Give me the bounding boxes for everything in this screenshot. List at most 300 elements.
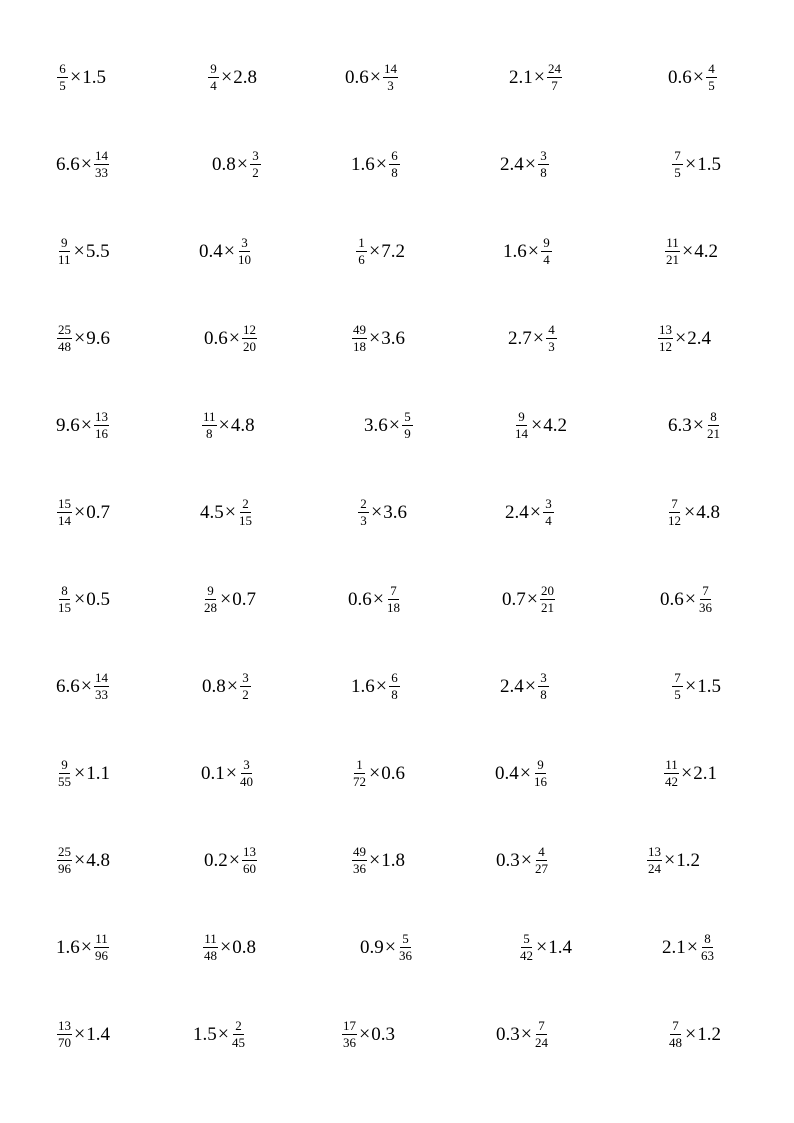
fraction-denominator: 4 [543, 251, 550, 267]
times-operator: × [536, 936, 548, 959]
multiplication-problem [56, 236, 110, 266]
decimal-number: 4.2 [694, 240, 719, 262]
times-operator: × [684, 588, 697, 611]
fraction-denominator: 5 [59, 77, 66, 93]
fraction [541, 236, 552, 266]
fraction-numerator: 12 [243, 322, 257, 337]
multiplication-problem [508, 323, 558, 353]
decimal-number: 2.8 [233, 66, 258, 88]
decimal-number: 0.3 [496, 849, 520, 871]
fraction [352, 845, 367, 875]
fraction-denominator: 96 [58, 860, 71, 876]
fraction-denominator: 8 [391, 686, 398, 702]
multiplication-problem [341, 1019, 395, 1049]
fraction [57, 236, 72, 266]
multiplication-problem [204, 323, 258, 353]
decimal-number: 1.5 [193, 1023, 217, 1045]
fraction-denominator: 42 [665, 773, 678, 789]
fraction [534, 1019, 549, 1049]
fraction-numerator: 11 [95, 931, 108, 946]
multiplication-problem [202, 671, 252, 701]
decimal-number: 4.5 [200, 501, 224, 523]
fraction [208, 62, 219, 92]
fraction-denominator: 40 [240, 773, 254, 789]
times-operator: × [359, 1023, 371, 1046]
decimal-number: 0.9 [360, 936, 384, 958]
multiplication-problem [360, 932, 414, 962]
fraction-denominator: 6 [358, 251, 365, 267]
fraction-numerator: 17 [343, 1018, 356, 1033]
decimal-number: 4.8 [230, 414, 255, 436]
fraction-numerator: 3 [538, 671, 549, 687]
fraction-numerator: 3 [240, 671, 251, 687]
multiplication-problem [56, 758, 110, 788]
times-operator: × [524, 675, 537, 698]
fraction [203, 932, 218, 962]
times-operator: × [682, 240, 694, 263]
multiplication-problem [207, 62, 257, 92]
multiplication-problem [657, 323, 711, 353]
decimal-number: 0.7 [232, 588, 257, 610]
fraction-denominator: 21 [707, 425, 721, 441]
fraction [352, 323, 367, 353]
multiplication-problem [56, 1019, 110, 1049]
fraction-numerator: 11 [203, 409, 216, 424]
fraction-denominator: 70 [58, 1034, 71, 1050]
fraction-numerator: 8 [708, 410, 719, 426]
fraction [389, 149, 400, 179]
times-operator: × [80, 936, 93, 959]
decimal-number: 1.6 [56, 936, 80, 958]
times-operator: × [681, 762, 693, 785]
fraction-denominator: 27 [535, 860, 549, 876]
multiplication-problem [668, 62, 718, 92]
decimal-number: 6.3 [668, 414, 692, 436]
decimal-number: 0.3 [496, 1023, 520, 1045]
fraction-numerator: 11 [204, 931, 217, 946]
fraction [665, 236, 680, 266]
decimal-number: 3.6 [381, 327, 406, 349]
multiplication-problem [56, 323, 110, 353]
decimal-number: 9.6 [56, 414, 80, 436]
fraction-numerator: 15 [58, 496, 71, 511]
decimal-number: 1.5 [82, 66, 107, 88]
fraction-denominator: 45 [232, 1034, 246, 1050]
fraction-denominator: 4 [545, 512, 552, 528]
fraction-numerator: 2 [233, 1019, 244, 1035]
fraction-denominator: 9 [404, 425, 411, 441]
times-operator: × [220, 588, 232, 611]
multiplication-problem [496, 1019, 550, 1049]
times-operator: × [520, 1023, 533, 1046]
times-operator: × [226, 675, 239, 698]
fraction-numerator: 7 [536, 1019, 547, 1035]
times-operator: × [685, 675, 697, 698]
fraction [57, 497, 72, 527]
fraction [94, 149, 109, 179]
times-operator: × [375, 675, 388, 698]
fraction-numerator: 24 [548, 61, 562, 76]
times-operator: × [369, 327, 381, 350]
decimal-number: 2.7 [508, 327, 532, 349]
fraction [700, 932, 715, 962]
times-operator: × [228, 849, 241, 872]
times-operator: × [529, 501, 542, 524]
multiplication-problem [202, 584, 256, 614]
multiplication-problem [668, 410, 722, 440]
decimal-number: 1.4 [548, 936, 573, 958]
fraction-denominator: 3 [360, 512, 367, 528]
fraction [231, 1019, 246, 1049]
decimal-number: 5.5 [85, 240, 110, 262]
fraction-numerator: 3 [538, 149, 549, 165]
decimal-number: 6.6 [56, 153, 80, 175]
fraction [533, 758, 548, 788]
times-operator: × [74, 762, 86, 785]
fraction-denominator: 36 [343, 1034, 356, 1050]
fraction [352, 758, 367, 788]
decimal-number: 4.2 [543, 414, 568, 436]
fraction [57, 758, 72, 788]
fraction-numerator: 11 [666, 235, 679, 250]
times-operator: × [533, 66, 546, 89]
decimal-number: 4.8 [86, 849, 111, 871]
decimal-number: 6.6 [56, 675, 80, 697]
times-operator: × [686, 936, 699, 959]
multiplication-problem [496, 845, 550, 875]
fraction [383, 62, 398, 92]
fraction-denominator: 33 [95, 164, 109, 180]
fraction-denominator: 48 [204, 947, 217, 963]
times-operator: × [80, 153, 93, 176]
times-operator: × [526, 588, 539, 611]
multiplication-problem [212, 149, 262, 179]
fraction [386, 584, 401, 614]
fraction-numerator: 7 [388, 584, 399, 600]
times-operator: × [223, 240, 236, 263]
decimal-number: 0.4 [495, 762, 519, 784]
fraction [672, 149, 683, 179]
times-operator: × [74, 588, 86, 611]
fraction [398, 932, 413, 962]
multiplication-problem [646, 845, 700, 875]
times-operator: × [228, 327, 241, 350]
fraction-denominator: 3 [387, 77, 394, 93]
times-operator: × [369, 66, 382, 89]
fraction-numerator: 13 [648, 844, 661, 859]
decimal-number: 0.6 [204, 327, 228, 349]
multiplication-problem [351, 845, 405, 875]
times-operator: × [74, 501, 86, 524]
multiplication-problem [667, 1019, 721, 1049]
multiplication-problem [56, 497, 110, 527]
fraction-denominator: 15 [58, 599, 71, 615]
fraction-denominator: 7 [551, 77, 558, 93]
multiplication-problem [509, 62, 563, 92]
multiplication-problem [495, 758, 549, 788]
multiplication-problem [204, 845, 258, 875]
decimal-number: 0.6 [660, 588, 684, 610]
fraction-numerator: 8 [59, 584, 70, 600]
multiplication-problem [351, 758, 405, 788]
fraction-denominator: 16 [534, 773, 548, 789]
times-operator: × [80, 414, 93, 437]
decimal-number: 3.6 [364, 414, 388, 436]
multiplication-problem [56, 584, 110, 614]
decimal-number: 2.1 [509, 66, 533, 88]
fraction [668, 1019, 683, 1049]
fraction-denominator: 8 [206, 425, 213, 441]
times-operator: × [664, 849, 676, 872]
fraction [57, 584, 72, 614]
times-operator: × [685, 1023, 697, 1046]
fraction-numerator: 13 [95, 409, 109, 424]
times-operator: × [684, 501, 696, 524]
decimal-number: 0.8 [202, 675, 226, 697]
fraction [356, 236, 367, 266]
times-operator: × [369, 240, 381, 263]
decimal-number: 1.2 [676, 849, 701, 871]
fraction [706, 410, 721, 440]
fraction [538, 149, 549, 179]
fraction-numerator: 4 [706, 62, 717, 78]
multiplication-problem [56, 845, 110, 875]
fraction [658, 323, 673, 353]
fraction [237, 236, 252, 266]
times-operator: × [73, 240, 85, 263]
multiplication-problem [503, 236, 553, 266]
decimal-number: 2.4 [505, 501, 529, 523]
fraction-denominator: 24 [535, 1034, 549, 1050]
fraction-numerator: 3 [239, 236, 250, 252]
fraction-numerator: 9 [535, 758, 546, 774]
fraction-numerator: 49 [353, 844, 366, 859]
fraction-numerator: 3 [543, 497, 554, 513]
times-operator: × [675, 327, 687, 350]
fraction [672, 671, 683, 701]
decimal-number: 1.1 [86, 762, 111, 784]
multiplication-problem [56, 149, 110, 179]
fraction-numerator: 7 [670, 1019, 681, 1035]
fraction [538, 671, 549, 701]
fraction-denominator: 3 [548, 338, 555, 354]
times-operator: × [80, 675, 93, 698]
times-operator: × [384, 936, 397, 959]
fraction-numerator: 8 [702, 932, 713, 948]
fraction-numerator: 11 [665, 757, 678, 772]
multiplication-problem [56, 932, 110, 962]
fraction [543, 497, 554, 527]
fraction-numerator: 9 [59, 758, 70, 774]
multiplication-problem [202, 932, 256, 962]
fraction-denominator: 18 [353, 338, 366, 354]
decimal-number: 2.1 [662, 936, 686, 958]
multiplication-problem [200, 497, 254, 527]
fraction-denominator: 14 [58, 512, 71, 528]
times-operator: × [532, 327, 545, 350]
fraction-denominator: 36 [353, 860, 366, 876]
fraction [94, 410, 109, 440]
decimal-number: 2.4 [500, 675, 524, 697]
multiplication-problem [505, 497, 555, 527]
decimal-number: 0.4 [199, 240, 223, 262]
multiplication-problem [199, 236, 253, 266]
times-operator: × [375, 153, 388, 176]
fraction-numerator: 9 [59, 236, 70, 252]
fraction [57, 62, 68, 92]
times-operator: × [519, 762, 532, 785]
fraction [534, 845, 549, 875]
fraction [706, 62, 717, 92]
fraction-numerator: 9 [208, 62, 219, 78]
decimal-number: 0.7 [86, 501, 111, 523]
multiplication-problem [201, 410, 255, 440]
multiplication-problem [500, 671, 550, 701]
fraction-denominator: 5 [674, 164, 681, 180]
fraction-numerator: 5 [402, 410, 413, 426]
times-operator: × [74, 849, 86, 872]
fraction-denominator: 2 [252, 164, 259, 180]
decimal-number: 1.4 [86, 1023, 111, 1045]
times-operator: × [692, 414, 705, 437]
fraction-denominator: 15 [239, 512, 253, 528]
fraction-numerator: 14 [384, 61, 398, 76]
fraction [57, 1019, 72, 1049]
times-operator: × [527, 240, 540, 263]
decimal-number: 0.3 [371, 1023, 396, 1045]
decimal-number: 0.1 [201, 762, 225, 784]
fraction [238, 497, 253, 527]
times-operator: × [520, 849, 533, 872]
fraction [514, 410, 529, 440]
multiplication-problem [351, 671, 401, 701]
decimal-number: 0.2 [204, 849, 228, 871]
fraction [667, 497, 682, 527]
multiplication-problem [662, 932, 716, 962]
fraction-numerator: 9 [541, 236, 552, 252]
fraction-numerator: 1 [354, 758, 365, 774]
fraction [546, 323, 557, 353]
fraction [647, 845, 662, 875]
fraction-denominator: 42 [520, 947, 533, 963]
fraction [664, 758, 679, 788]
multiplication-problem [345, 62, 399, 92]
multiplication-problem [500, 149, 550, 179]
fraction [240, 671, 251, 701]
fraction-numerator: 14 [95, 670, 109, 685]
fraction-numerator: 25 [58, 844, 71, 859]
decimal-number: 0.8 [232, 936, 257, 958]
fraction [698, 584, 713, 614]
times-operator: × [369, 762, 381, 785]
fraction-denominator: 60 [243, 860, 257, 876]
fraction-numerator: 14 [95, 148, 109, 163]
fraction [547, 62, 562, 92]
decimal-number: 1.2 [697, 1023, 722, 1045]
decimal-number: 9.6 [86, 327, 111, 349]
decimal-number: 0.6 [348, 588, 372, 610]
multiplication-problem [666, 497, 720, 527]
decimal-number: 2.4 [687, 327, 712, 349]
fraction-numerator: 6 [389, 149, 400, 165]
fraction-numerator: 49 [353, 322, 366, 337]
fraction-denominator: 10 [238, 251, 252, 267]
fraction-numerator: 4 [536, 845, 547, 861]
fraction-denominator: 8 [391, 164, 398, 180]
fraction-denominator: 20 [243, 338, 257, 354]
fraction [57, 323, 72, 353]
fraction-denominator: 48 [58, 338, 71, 354]
fraction-numerator: 2 [358, 497, 369, 513]
times-operator: × [218, 414, 230, 437]
multiplication-problem [351, 149, 401, 179]
fraction [242, 845, 257, 875]
decimal-number: 0.5 [86, 588, 111, 610]
fraction-denominator: 8 [540, 686, 547, 702]
fraction-numerator: 7 [672, 149, 683, 165]
decimal-number: 0.7 [502, 588, 526, 610]
fraction-denominator: 8 [540, 164, 547, 180]
fraction [94, 932, 109, 962]
fraction-denominator: 5 [708, 77, 715, 93]
fraction-denominator: 96 [95, 947, 109, 963]
fraction-denominator: 12 [659, 338, 672, 354]
multiplication-problem [193, 1019, 247, 1049]
fraction-numerator: 3 [241, 758, 252, 774]
multiplication-problem [671, 149, 721, 179]
fraction [94, 671, 109, 701]
decimal-number: 1.5 [697, 153, 722, 175]
fraction-denominator: 36 [399, 947, 413, 963]
fraction-denominator: 55 [58, 773, 71, 789]
fraction [239, 758, 254, 788]
fraction-denominator: 16 [95, 425, 109, 441]
decimal-number: 1.5 [697, 675, 722, 697]
fraction-denominator: 21 [541, 599, 555, 615]
fraction [342, 1019, 357, 1049]
fraction-numerator: 4 [546, 323, 557, 339]
decimal-number: 4.8 [696, 501, 721, 523]
decimal-number: 2.1 [693, 762, 718, 784]
decimal-number: 0.6 [345, 66, 369, 88]
decimal-number: 7.2 [381, 240, 406, 262]
times-operator: × [369, 849, 381, 872]
fraction-numerator: 13 [659, 322, 672, 337]
times-operator: × [224, 501, 237, 524]
fraction-denominator: 14 [515, 425, 528, 441]
fraction-denominator: 11 [58, 251, 71, 267]
fraction-numerator: 5 [400, 932, 411, 948]
fraction-numerator: 9 [516, 410, 527, 426]
fraction-denominator: 18 [387, 599, 401, 615]
times-operator: × [531, 414, 543, 437]
fraction-denominator: 63 [701, 947, 715, 963]
multiplication-problem [56, 671, 110, 701]
decimal-number: 0.8 [212, 153, 236, 175]
fraction-numerator: 7 [672, 671, 683, 687]
decimal-number: 2.4 [500, 153, 524, 175]
decimal-number: 1.6 [351, 675, 375, 697]
decimal-number: 0.6 [668, 66, 692, 88]
times-operator: × [388, 414, 401, 437]
decimal-number: 1.6 [351, 153, 375, 175]
times-operator: × [225, 762, 238, 785]
times-operator: × [217, 1023, 230, 1046]
times-operator: × [692, 66, 705, 89]
multiplication-problem [664, 236, 718, 266]
fraction-denominator: 24 [648, 860, 661, 876]
fraction-numerator: 1 [356, 236, 367, 252]
